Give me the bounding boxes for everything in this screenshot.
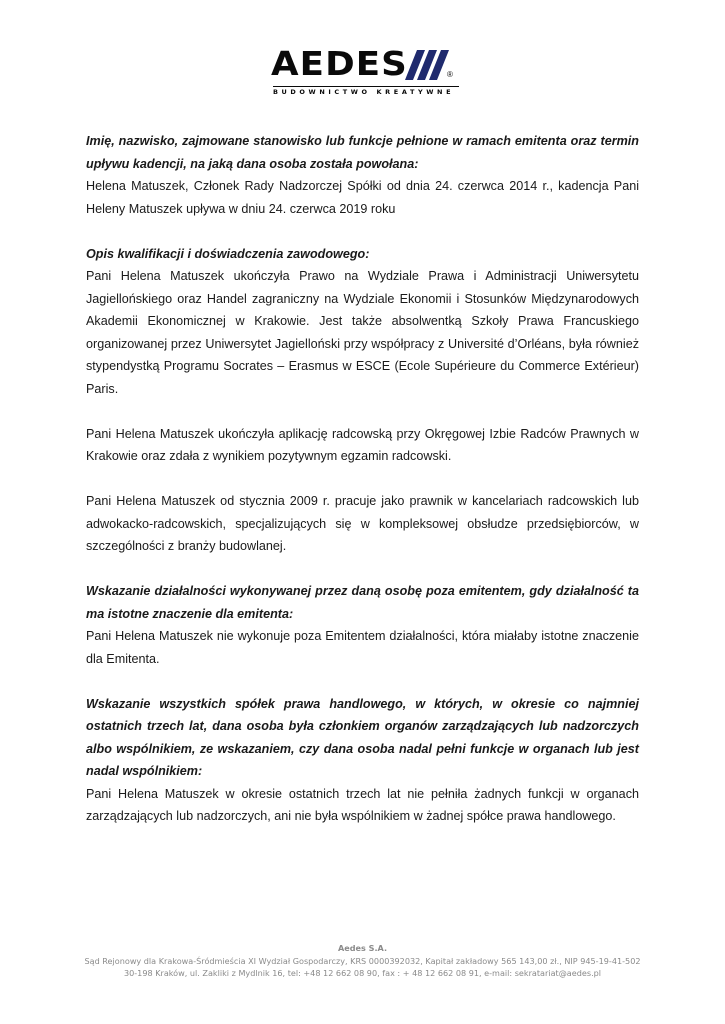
section-paragraph: Helena Matuszek, Członek Rady Nadzorczej Spółki od dnia 24. czerwca 2014 r., kadencja Pani Heleny Matuszek upływa w dniu 24. czerwca 2019 roku	[86, 179, 639, 216]
document-body	[86, 130, 639, 850]
section-paragraph: Pani Helena Matuszek ukończyła Prawo na Wydziale Prawa i Administracji Uniwersytetu Jagiellońskiego oraz Handel zagraniczny na Wydziale Ekonomii i Stosunków Międzynarodowych Akademii Ekonomicznej w Krakowie. Jest także absolwentką Szkoły Prawa Francuskiego organizowanej przez Uniwersytet Jagielloński przy współpracy z Université d’Orléans, była również stypendystką Programu Socrates – Erasmus w ESCE (Ecole Supérieure du Commerce Extérieur) Paris.	[86, 269, 639, 396]
footer-company: Aedes S.A.	[337, 943, 388, 953]
company-logo	[271, 44, 461, 100]
section-outside-activity	[86, 580, 639, 670]
section-heading: Wskazanie działalności wykonywanej przez daną osobę poza emitentem, gdy działalność ta ma istotne znaczenie dla emitenta:	[86, 584, 639, 621]
section-paragraph: Pani Helena Matuszek w okresie ostatnich trzech lat nie pełniła żadnych funkcji w organach zarządzających lub nadzorczych, ani nie była wspólnikiem w żadnej spółce prawa handlowego.	[86, 786, 639, 823]
section-paragraph: Pani Helena Matuszek od stycznia 2009 r. pracuje jako prawnik w kancelariach radcowskich lub adwokacko-radcowskich, specjalizujących się w kompleksowej obsłudze przedsiębiorców, w szczególności z branży budowlanej.	[86, 494, 639, 553]
section-heading: Opis kwalifikacji i doświadczenia zawodowego:	[86, 246, 370, 261]
section-paragraph: Pani Helena Matuszek ukończyła aplikację radcowską przy Okręgowej Izbie Radców Prawnych w Krakowie oraz zdała z wynikiem pozytywnym egzamin radcowski.	[86, 426, 639, 463]
footer-contact-line: 30-198 Kraków, ul. Zakliki z Mydlnik 16, tel: +48 12 662 08 90, fax : + 48 12 662 08 91, e-mail: sekratariat@aedes.pl	[123, 968, 602, 978]
registered-mark: ®	[447, 70, 453, 79]
section-position	[86, 130, 639, 220]
page-footer	[0, 942, 725, 980]
logo-tagline: BUDOWNICTWO KREATYWNE	[273, 86, 459, 96]
section-heading: Wskazanie wszystkich spółek prawa handlowego, w których, w okresie co najmniej ostatnich trzech lat, dana osoba była członkiem organów zarządzających lub nadzorczych albo wspólnikiem, ze wskazaniem, czy dana osoba nadal pełni funkcje w organach lub jest nadal wspólnikiem:	[86, 696, 639, 778]
section-paragraph: Pani Helena Matuszek nie wykonuje poza Emitentem działalności, która miałaby istotne znaczenie dla Emitenta.	[86, 629, 639, 666]
logo-wordmark: AEDES	[271, 44, 408, 83]
section-qualifications	[86, 243, 639, 558]
section-heading: Imię, nazwisko, zajmowane stanowisko lub funkcje pełnione w ramach emitenta oraz termin upływu kadencji, na jaką dana osoba została powołana:	[86, 134, 639, 171]
footer-registry-line: Sąd Rejonowy dla Krakowa-Śródmieścia XI Wydział Gospodarczy, KRS 0000392032, Kapitał zakładowy 565 143,00 zł., NIP 945-19-41-502	[84, 955, 641, 966]
section-companies	[86, 693, 639, 828]
